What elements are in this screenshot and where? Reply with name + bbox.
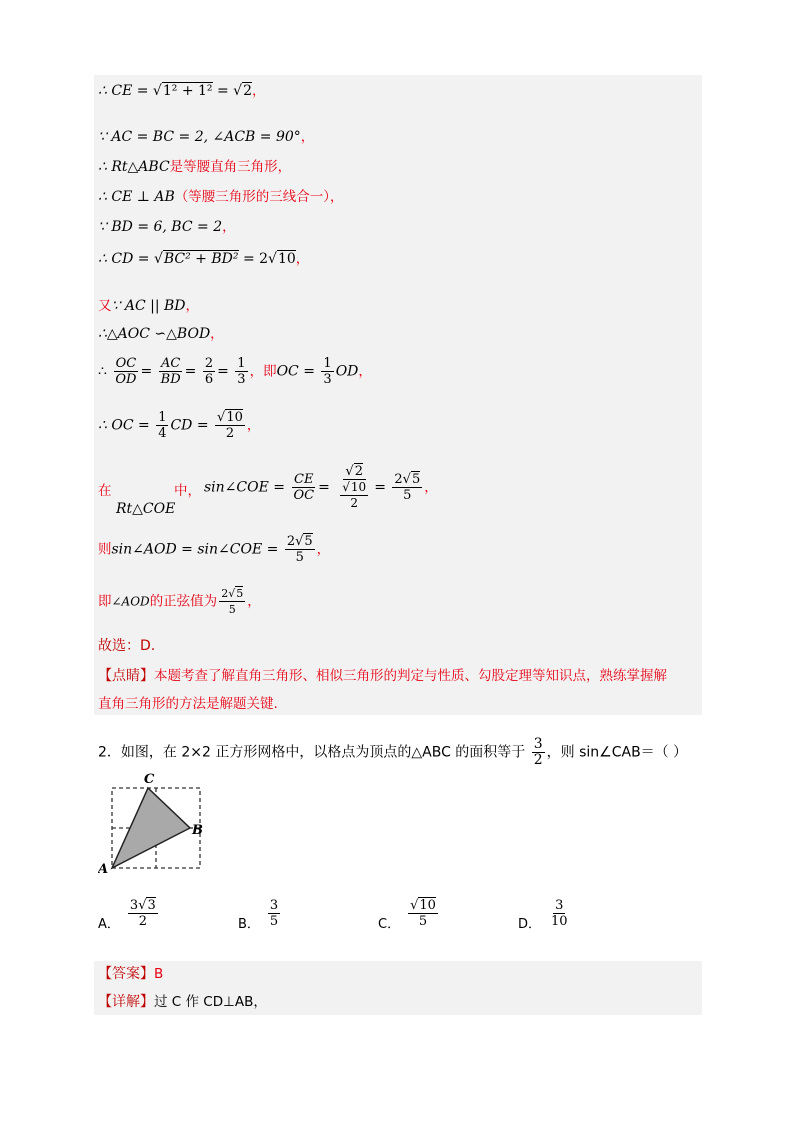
solution-line-2: ∵ AC = BC = 2, ∠ACB = 90°， [98, 129, 315, 145]
vertex-label-c: C [144, 772, 155, 787]
solution-line-12: 则sin∠AOD = sin∠COE = $\frac{2√5}{5}$ ， [98, 534, 331, 565]
triangle-abc [112, 788, 190, 868]
solution-line-14: 故选：D. [98, 638, 156, 654]
question-text: 2．如图，在 2×2 正方形网格中，以格点为顶点的△ABC 的面积等于 $\frac{3}{2}$ ，则 sin∠CAB＝（ ） [98, 736, 688, 768]
solution-line-3: ∴ Rt△ABC是等腰直角三角形， [98, 159, 292, 175]
solution-line-1: ∴ CE = √1² + 1² = √2， [98, 83, 266, 99]
detail-line: 【详解】过 C 作 CD⊥AB， [98, 994, 267, 1010]
option-a[interactable]: A． $\frac{3√3}{2}$ [98, 898, 156, 932]
solution-line-16: 直角三角形的方法是解题关键. [98, 696, 278, 712]
answer-line: 【答案】B [98, 966, 164, 982]
vertex-label-a: A [98, 862, 109, 875]
solution-line-10: ∴ OC = $\frac{1}{4}$ CD = $\frac{√10}{2}$ ， [98, 410, 261, 441]
solution-line-15: 【点睛】本题考查了解直角三角形、相似三角形的判定与性质、勾股定理等知识点，熟练掌握解 [98, 668, 667, 684]
option-d[interactable]: D． $\frac{3}{10}$ [518, 898, 568, 932]
solution-line-9: ∴ $\frac{OC}{OD}$ = $\frac{AC}{BD}$ = $\frac{2}{6}$ = $\frac{1}{3}$ ，即OC = $\frac{1}{3}$ OD， [98, 356, 372, 387]
solution-line-8: ∴△AOC ∽△BOD， [98, 326, 224, 342]
solution-line-7: 又∵ AC || BD， [98, 298, 200, 314]
grid-triangle-figure [98, 770, 208, 875]
vertex-label-b: B [192, 823, 203, 838]
solution-line-6: ∴ CD = √BC² + BD² = 2√10， [98, 251, 310, 267]
option-b[interactable]: B． $\frac{3}{5}$ [238, 898, 279, 932]
option-c[interactable]: C． $\frac{√10}{5}$ [378, 898, 436, 932]
solution-line-4: ∴ CE ⊥ AB（等腰三角形的三线合一）， [98, 189, 344, 205]
solution-line-13: 即∠AOD的正弦值为 $\frac{2√5}{5}$ ， [98, 587, 261, 616]
solution-line-5: ∵ BD = 6, BC = 2， [98, 219, 236, 235]
